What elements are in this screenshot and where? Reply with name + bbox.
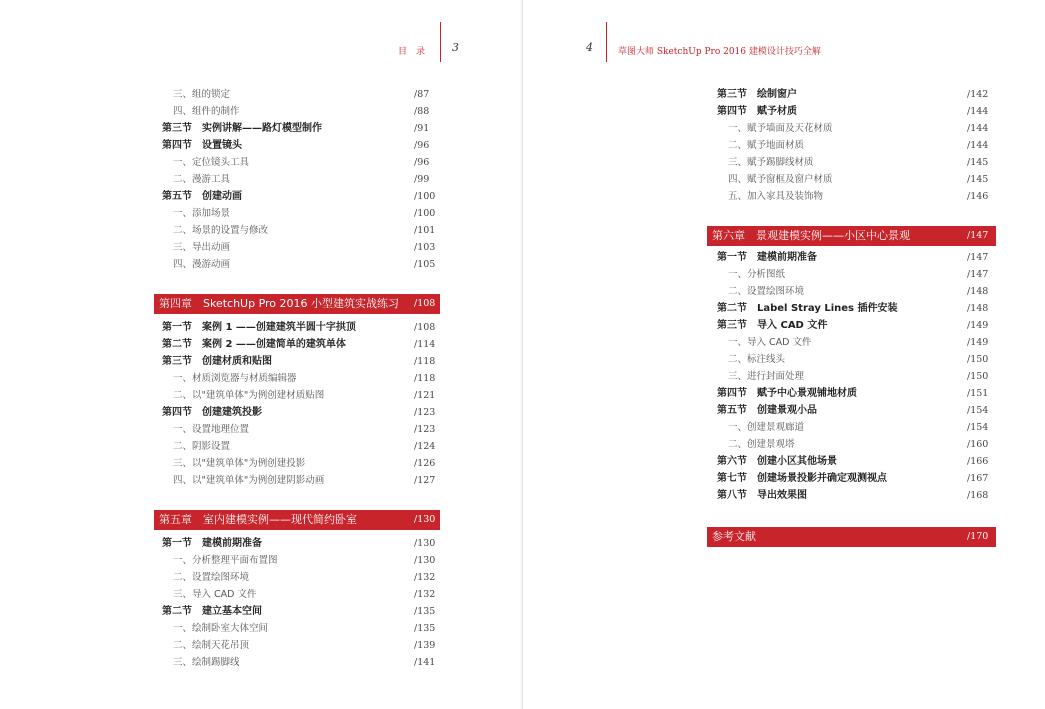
- chapter-header: [154, 510, 440, 530]
- toc-entry-page: /118: [414, 356, 436, 367]
- toc-entry-title: 二、以"建筑单体"为例创建材质贴图: [173, 390, 325, 401]
- toc-item: [162, 472, 454, 489]
- toc-entry-page: /144: [967, 123, 989, 134]
- left-page-number: 3: [452, 41, 459, 54]
- toc-section: [162, 137, 454, 154]
- toc-item: [717, 436, 1007, 453]
- toc-entry-page: /103: [414, 242, 436, 253]
- toc-entry-page: /123: [414, 424, 436, 435]
- toc-item: [162, 421, 454, 438]
- toc-section: [717, 385, 1007, 402]
- toc-item: [162, 654, 454, 671]
- toc-entry-title: 二、设置绘图环境: [728, 286, 805, 297]
- toc-entry-title: 三、赋予踢脚线材质: [728, 157, 814, 168]
- toc-section: [717, 300, 1007, 317]
- toc-entry-page: /127: [414, 475, 436, 486]
- toc-entry-page: /130: [414, 555, 436, 566]
- toc-section: [162, 336, 454, 353]
- toc-entry-title: 第一节 建模前期准备: [162, 538, 262, 549]
- toc-entry-title: 一、添加场景: [173, 208, 231, 219]
- toc-entry-page: /166: [967, 456, 989, 467]
- toc-entry-title: 三、进行封面处理: [728, 371, 805, 382]
- toc-item: [717, 283, 1007, 300]
- toc-entry-title: 第三节 绘制窗户: [717, 89, 797, 100]
- toc-entry-title: 三、导出动画: [173, 242, 231, 253]
- right-header-divider: [606, 22, 607, 62]
- toc-entry-page: /123: [414, 407, 436, 418]
- toc-entry-title: 三、组的锁定: [173, 89, 231, 100]
- toc-entry-title: 第八节 导出效果图: [717, 490, 807, 501]
- toc-entry-page: /144: [967, 140, 989, 151]
- chapter-page-number: /147: [967, 230, 989, 241]
- toc-entry-page: /141: [414, 657, 436, 668]
- toc-entry-page: /149: [967, 320, 989, 331]
- toc-entry-title: 一、赋予墙面及天花材质: [728, 123, 833, 134]
- chapter-page-number: /170: [967, 531, 989, 542]
- toc-entry-title: 第四节 设置镜头: [162, 140, 242, 151]
- toc-list: [162, 319, 454, 489]
- chapter-header: [154, 294, 440, 314]
- toc-item: [162, 239, 454, 256]
- toc-entry-page: /167: [967, 473, 989, 484]
- toc-entry-title: 四、组件的制作: [173, 106, 240, 117]
- toc-entry-title: 第五节 创建动画: [162, 191, 242, 202]
- toc-entry-page: /149: [967, 337, 989, 348]
- toc-entry-title: 一、定位镜头工具: [173, 157, 250, 168]
- toc-entry-title: 二、场景的设置与修改: [173, 225, 269, 236]
- toc-entry-title: 二、设置绘图环境: [173, 572, 250, 583]
- toc-entry-page: /88: [414, 106, 430, 117]
- toc-item: [717, 120, 1007, 137]
- toc-entry-title: 二、漫游工具: [173, 174, 231, 185]
- toc-item: [162, 438, 454, 455]
- left-header-title: 目 录: [398, 47, 426, 57]
- toc-item: [717, 266, 1007, 283]
- toc-entry-page: /100: [414, 191, 436, 202]
- toc-item: [162, 586, 454, 603]
- toc-list: [162, 86, 454, 273]
- toc-entry-page: /135: [414, 606, 436, 617]
- toc-entry-page: /160: [967, 439, 989, 450]
- toc-entry-page: /154: [967, 405, 989, 416]
- right-page: [523, 0, 1045, 709]
- toc-entry-title: 第六节 创建小区其他场景: [717, 456, 837, 467]
- toc-entry-title: 第二节 建立基本空间: [162, 606, 262, 617]
- toc-section: [162, 120, 454, 137]
- toc-entry-page: /148: [967, 303, 989, 314]
- toc-section: [717, 317, 1007, 334]
- toc-entry-page: /96: [414, 157, 430, 168]
- chapter-title: 第六章 景观建模实例——小区中心景观: [712, 229, 910, 242]
- toc-entry-title: 一、绘制卧室大体空间: [173, 623, 269, 634]
- toc-entry-title: 一、分析图纸: [728, 269, 786, 280]
- toc-entry-page: /132: [414, 589, 436, 600]
- toc-entry-page: /108: [414, 322, 436, 333]
- toc-entry-page: /126: [414, 458, 436, 469]
- chapter-title: 第五章 室内建模实例——现代简约卧室: [159, 513, 357, 526]
- toc-entry-title: 三、以"建筑单体"为例创建投影: [173, 458, 306, 469]
- toc-item: [162, 387, 454, 404]
- toc-entry-page: /139: [414, 640, 436, 651]
- toc-entry-title: 三、导入 CAD 文件: [173, 589, 257, 600]
- toc-entry-page: /145: [967, 174, 989, 185]
- toc-section: [162, 188, 454, 205]
- toc-section: [717, 103, 1007, 120]
- toc-item: [162, 103, 454, 120]
- toc-entry-page: /150: [967, 354, 989, 365]
- toc-section: [717, 402, 1007, 419]
- chapter-header: [707, 527, 996, 547]
- toc-section: [717, 487, 1007, 504]
- toc-entry-page: /145: [967, 157, 989, 168]
- toc-entry-page: /91: [414, 123, 430, 134]
- toc-entry-title: 第三节 实例讲解——路灯模型制作: [162, 123, 322, 134]
- toc-section: [162, 404, 454, 421]
- toc-entry-page: /135: [414, 623, 436, 634]
- chapter-title: 第四章 SketchUp Pro 2016 小型建筑实战练习: [159, 297, 400, 310]
- toc-item: [717, 154, 1007, 171]
- toc-entry-title: 一、分析整理平面布置图: [173, 555, 278, 566]
- toc-item: [717, 351, 1007, 368]
- toc-section: [162, 535, 454, 552]
- toc-entry-page: /132: [414, 572, 436, 583]
- toc-section: [717, 86, 1007, 103]
- toc-entry-title: 二、阴影设置: [173, 441, 231, 452]
- toc-entry-page: /101: [414, 225, 436, 236]
- chapter-title: 参考文献: [712, 530, 756, 543]
- toc-item: [162, 171, 454, 188]
- toc-entry-page: /124: [414, 441, 436, 452]
- chapter-header: [707, 226, 996, 246]
- toc-entry-title: 二、赋予地面材质: [728, 140, 805, 151]
- toc-entry-page: /150: [967, 371, 989, 382]
- toc-section: [162, 603, 454, 620]
- toc-entry-title: 四、赋予窗框及窗户材质: [728, 174, 833, 185]
- left-page: [0, 0, 522, 709]
- toc-item: [162, 370, 454, 387]
- toc-entry-page: /142: [967, 89, 989, 100]
- toc-entry-title: 四、以"建筑单体"为例创建阴影动画: [173, 475, 325, 486]
- toc-entry-title: 第四节 创建建筑投影: [162, 407, 262, 418]
- toc-item: [162, 154, 454, 171]
- toc-entry-page: /130: [414, 538, 436, 549]
- toc-entry-title: 第一节 建模前期准备: [717, 252, 817, 263]
- toc-entry-title: 一、创建景观廊道: [728, 422, 805, 433]
- toc-entry-title: 二、绘制天花吊顶: [173, 640, 250, 651]
- toc-item: [162, 552, 454, 569]
- toc-entry-page: /151: [967, 388, 989, 399]
- toc-entry-title: 第五节 创建景观小品: [717, 405, 817, 416]
- toc-entry-page: /96: [414, 140, 430, 151]
- toc-entry-page: /121: [414, 390, 436, 401]
- toc-entry-title: 第三节 导入 CAD 文件: [717, 320, 828, 331]
- toc-entry-title: 一、导入 CAD 文件: [728, 337, 812, 348]
- toc-item: [717, 419, 1007, 436]
- toc-entry-title: 第四节 赋予材质: [717, 106, 797, 117]
- toc-entry-page: /148: [967, 286, 989, 297]
- toc-item: [717, 137, 1007, 154]
- toc-section: [162, 319, 454, 336]
- toc-entry-page: /99: [414, 174, 430, 185]
- toc-entry-page: /105: [414, 259, 436, 270]
- toc-entry-title: 二、标注线头: [728, 354, 786, 365]
- left-header-divider: [440, 22, 441, 62]
- toc-item: [162, 86, 454, 103]
- toc-list: [162, 535, 454, 671]
- toc-item: [162, 637, 454, 654]
- toc-item: [717, 188, 1007, 205]
- toc-entry-title: 第二节 Label Stray Lines 插件安装: [717, 303, 898, 314]
- toc-entry-page: /147: [967, 252, 989, 263]
- toc-entry-title: 五、加入家具及装饰物: [728, 191, 824, 202]
- toc-entry-page: /100: [414, 208, 436, 219]
- chapter-page-number: /108: [414, 298, 436, 309]
- toc-entry-title: 第七节 创建场景投影并确定观测视点: [717, 473, 887, 484]
- toc-item: [162, 205, 454, 222]
- toc-section: [717, 453, 1007, 470]
- toc-entry-title: 第二节 案例 2 ——创建简单的建筑单体: [162, 339, 346, 350]
- toc-entry-page: /144: [967, 106, 989, 117]
- toc-entry-page: /118: [414, 373, 436, 384]
- toc-entry-title: 第四节 赋予中心景观铺地材质: [717, 388, 857, 399]
- toc-item: [162, 569, 454, 586]
- toc-item: [162, 455, 454, 472]
- toc-section: [162, 353, 454, 370]
- toc-entry-page: /168: [967, 490, 989, 501]
- toc-list: [717, 86, 1007, 205]
- toc-entry-title: 第三节 创建材质和贴图: [162, 356, 272, 367]
- toc-section: [717, 249, 1007, 266]
- toc-entry-title: 三、绘制踢脚线: [173, 657, 240, 668]
- toc-entry-page: /154: [967, 422, 989, 433]
- toc-entry-title: 四、漫游动画: [173, 259, 231, 270]
- toc-entry-title: 二、创建景观塔: [728, 439, 795, 450]
- toc-list: [717, 249, 1007, 504]
- right-page-number: 4: [586, 41, 593, 54]
- toc-item: [717, 368, 1007, 385]
- toc-item: [162, 256, 454, 273]
- toc-entry-page: /87: [414, 89, 430, 100]
- right-header-title: 草图大师 SketchUp Pro 2016 建模设计技巧全解: [618, 47, 821, 57]
- toc-item: [162, 222, 454, 239]
- chapter-page-number: /130: [414, 514, 436, 525]
- toc-entry-page: /114: [414, 339, 436, 350]
- toc-entry-title: 第一节 案例 1 ——创建建筑半圆十字拱顶: [162, 322, 356, 333]
- toc-item: [162, 620, 454, 637]
- toc-item: [717, 171, 1007, 188]
- toc-entry-page: /147: [967, 269, 989, 280]
- toc-entry-title: 一、材质浏览器与材质编辑器: [173, 373, 297, 384]
- toc-entry-title: 一、设置地理位置: [173, 424, 250, 435]
- toc-section: [717, 470, 1007, 487]
- toc-entry-page: /146: [967, 191, 989, 202]
- toc-item: [717, 334, 1007, 351]
